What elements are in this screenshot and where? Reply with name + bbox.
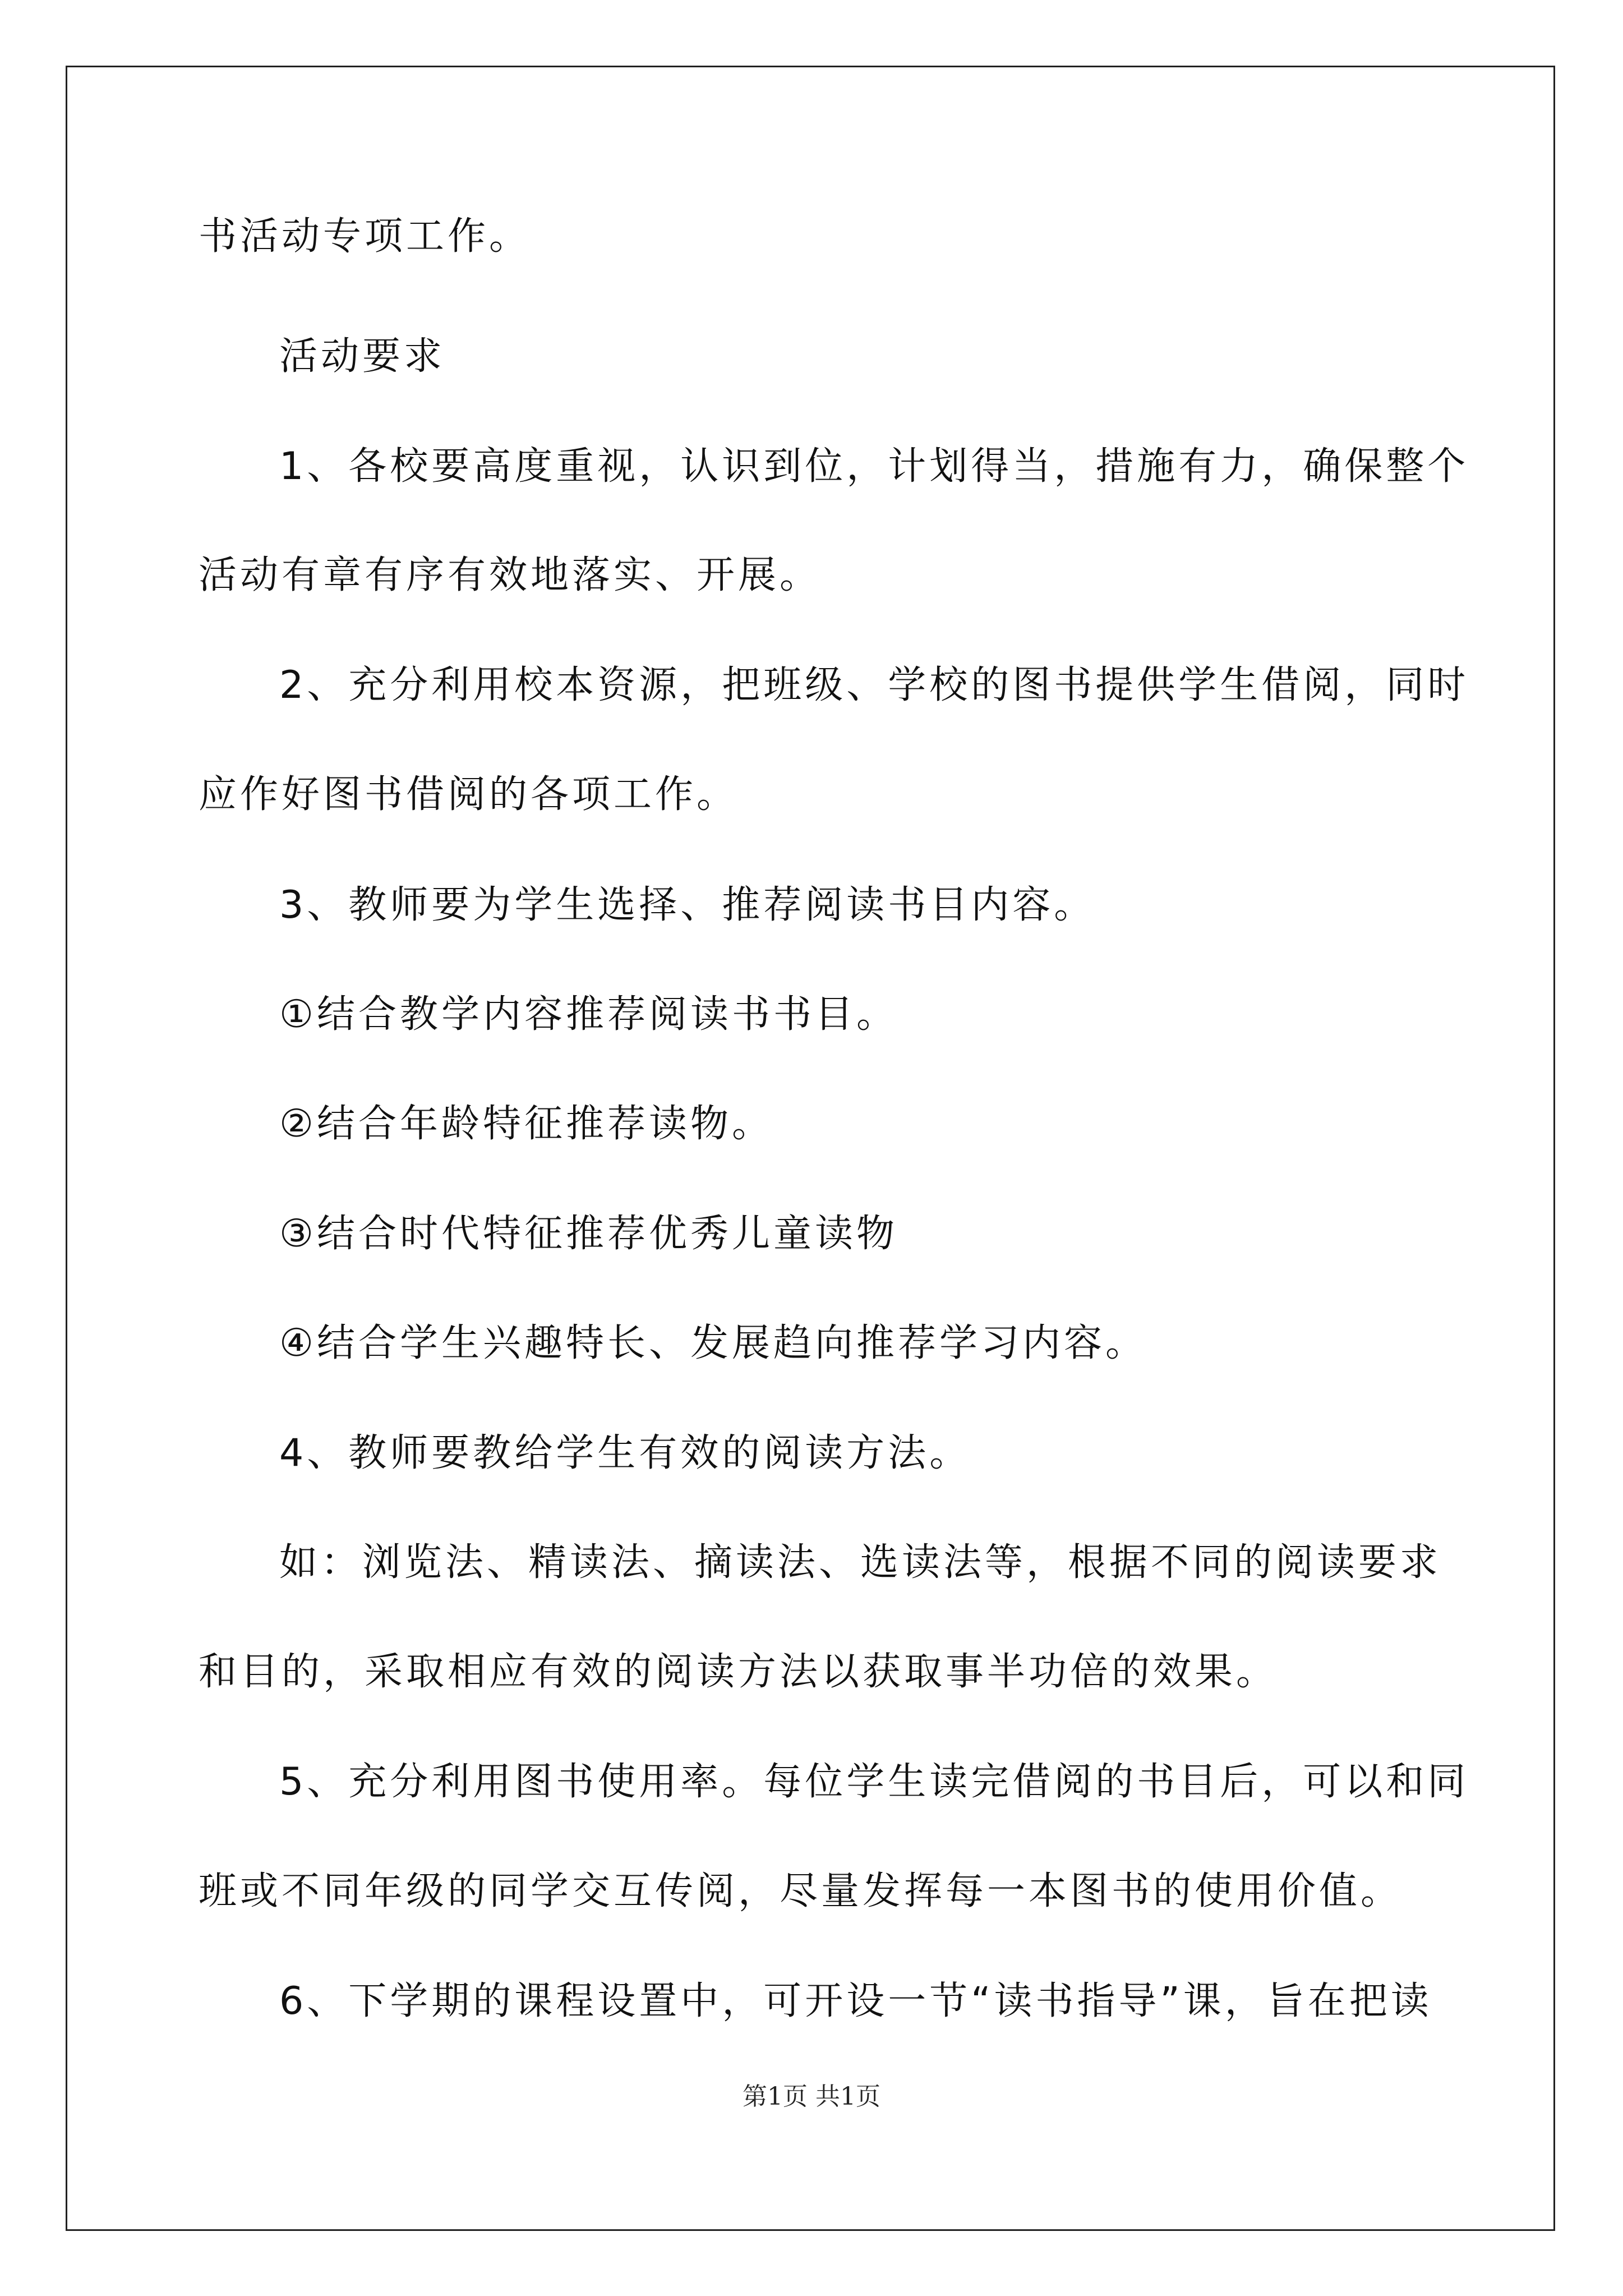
list-item: ②结合年龄特征推荐读物。 bbox=[279, 1102, 773, 1146]
section-heading: 活动要求 bbox=[279, 334, 446, 379]
text-line: 5、充分利用图书使用率。每位学生读完借阅的书目后，可以和同 bbox=[279, 1760, 1469, 1804]
text-line: 4、教师要教给学生有效的阅读方法。 bbox=[279, 1431, 971, 1475]
list-item: ③结合时代特征推荐优秀儿童读物 bbox=[279, 1212, 898, 1256]
text-line: 如：浏览法、精读法、摘读法、选读法等，根据不同的阅读要求 bbox=[279, 1540, 1442, 1585]
list-item: ④结合学生兴趣特长、发展趋向推荐学习内容。 bbox=[279, 1321, 1147, 1365]
page-number-footer: 第1页 共1页 bbox=[743, 2082, 880, 2111]
text-line: 1、各校要高度重视，认识到位，计划得当，措施有力，确保整个 bbox=[279, 444, 1469, 489]
text-line: 3、教师要为学生选择、推荐阅读书目内容。 bbox=[279, 883, 1096, 927]
text-line: 班或不同年级的同学交互传阅，尽量发挥每一本图书的使用价值。 bbox=[199, 1869, 1403, 1913]
text-line: 书活动专项工作。 bbox=[199, 214, 531, 259]
text-line: 和目的，采取相应有效的阅读方法以获取事半功倍的效果。 bbox=[199, 1650, 1278, 1694]
text-line: 活动有章有序有效地落实、开展。 bbox=[199, 553, 822, 597]
text-line: 6、下学期的课程设置中，可开设一节“读书指导”课，旨在把读 bbox=[279, 1979, 1432, 2023]
list-item: ①结合教学内容推荐阅读书书目。 bbox=[279, 992, 898, 1037]
text-line: 应作好图书借阅的各项工作。 bbox=[199, 772, 739, 817]
text-line: 2、充分利用校本资源，把班级、学校的图书提供学生借阅，同时 bbox=[279, 663, 1469, 707]
